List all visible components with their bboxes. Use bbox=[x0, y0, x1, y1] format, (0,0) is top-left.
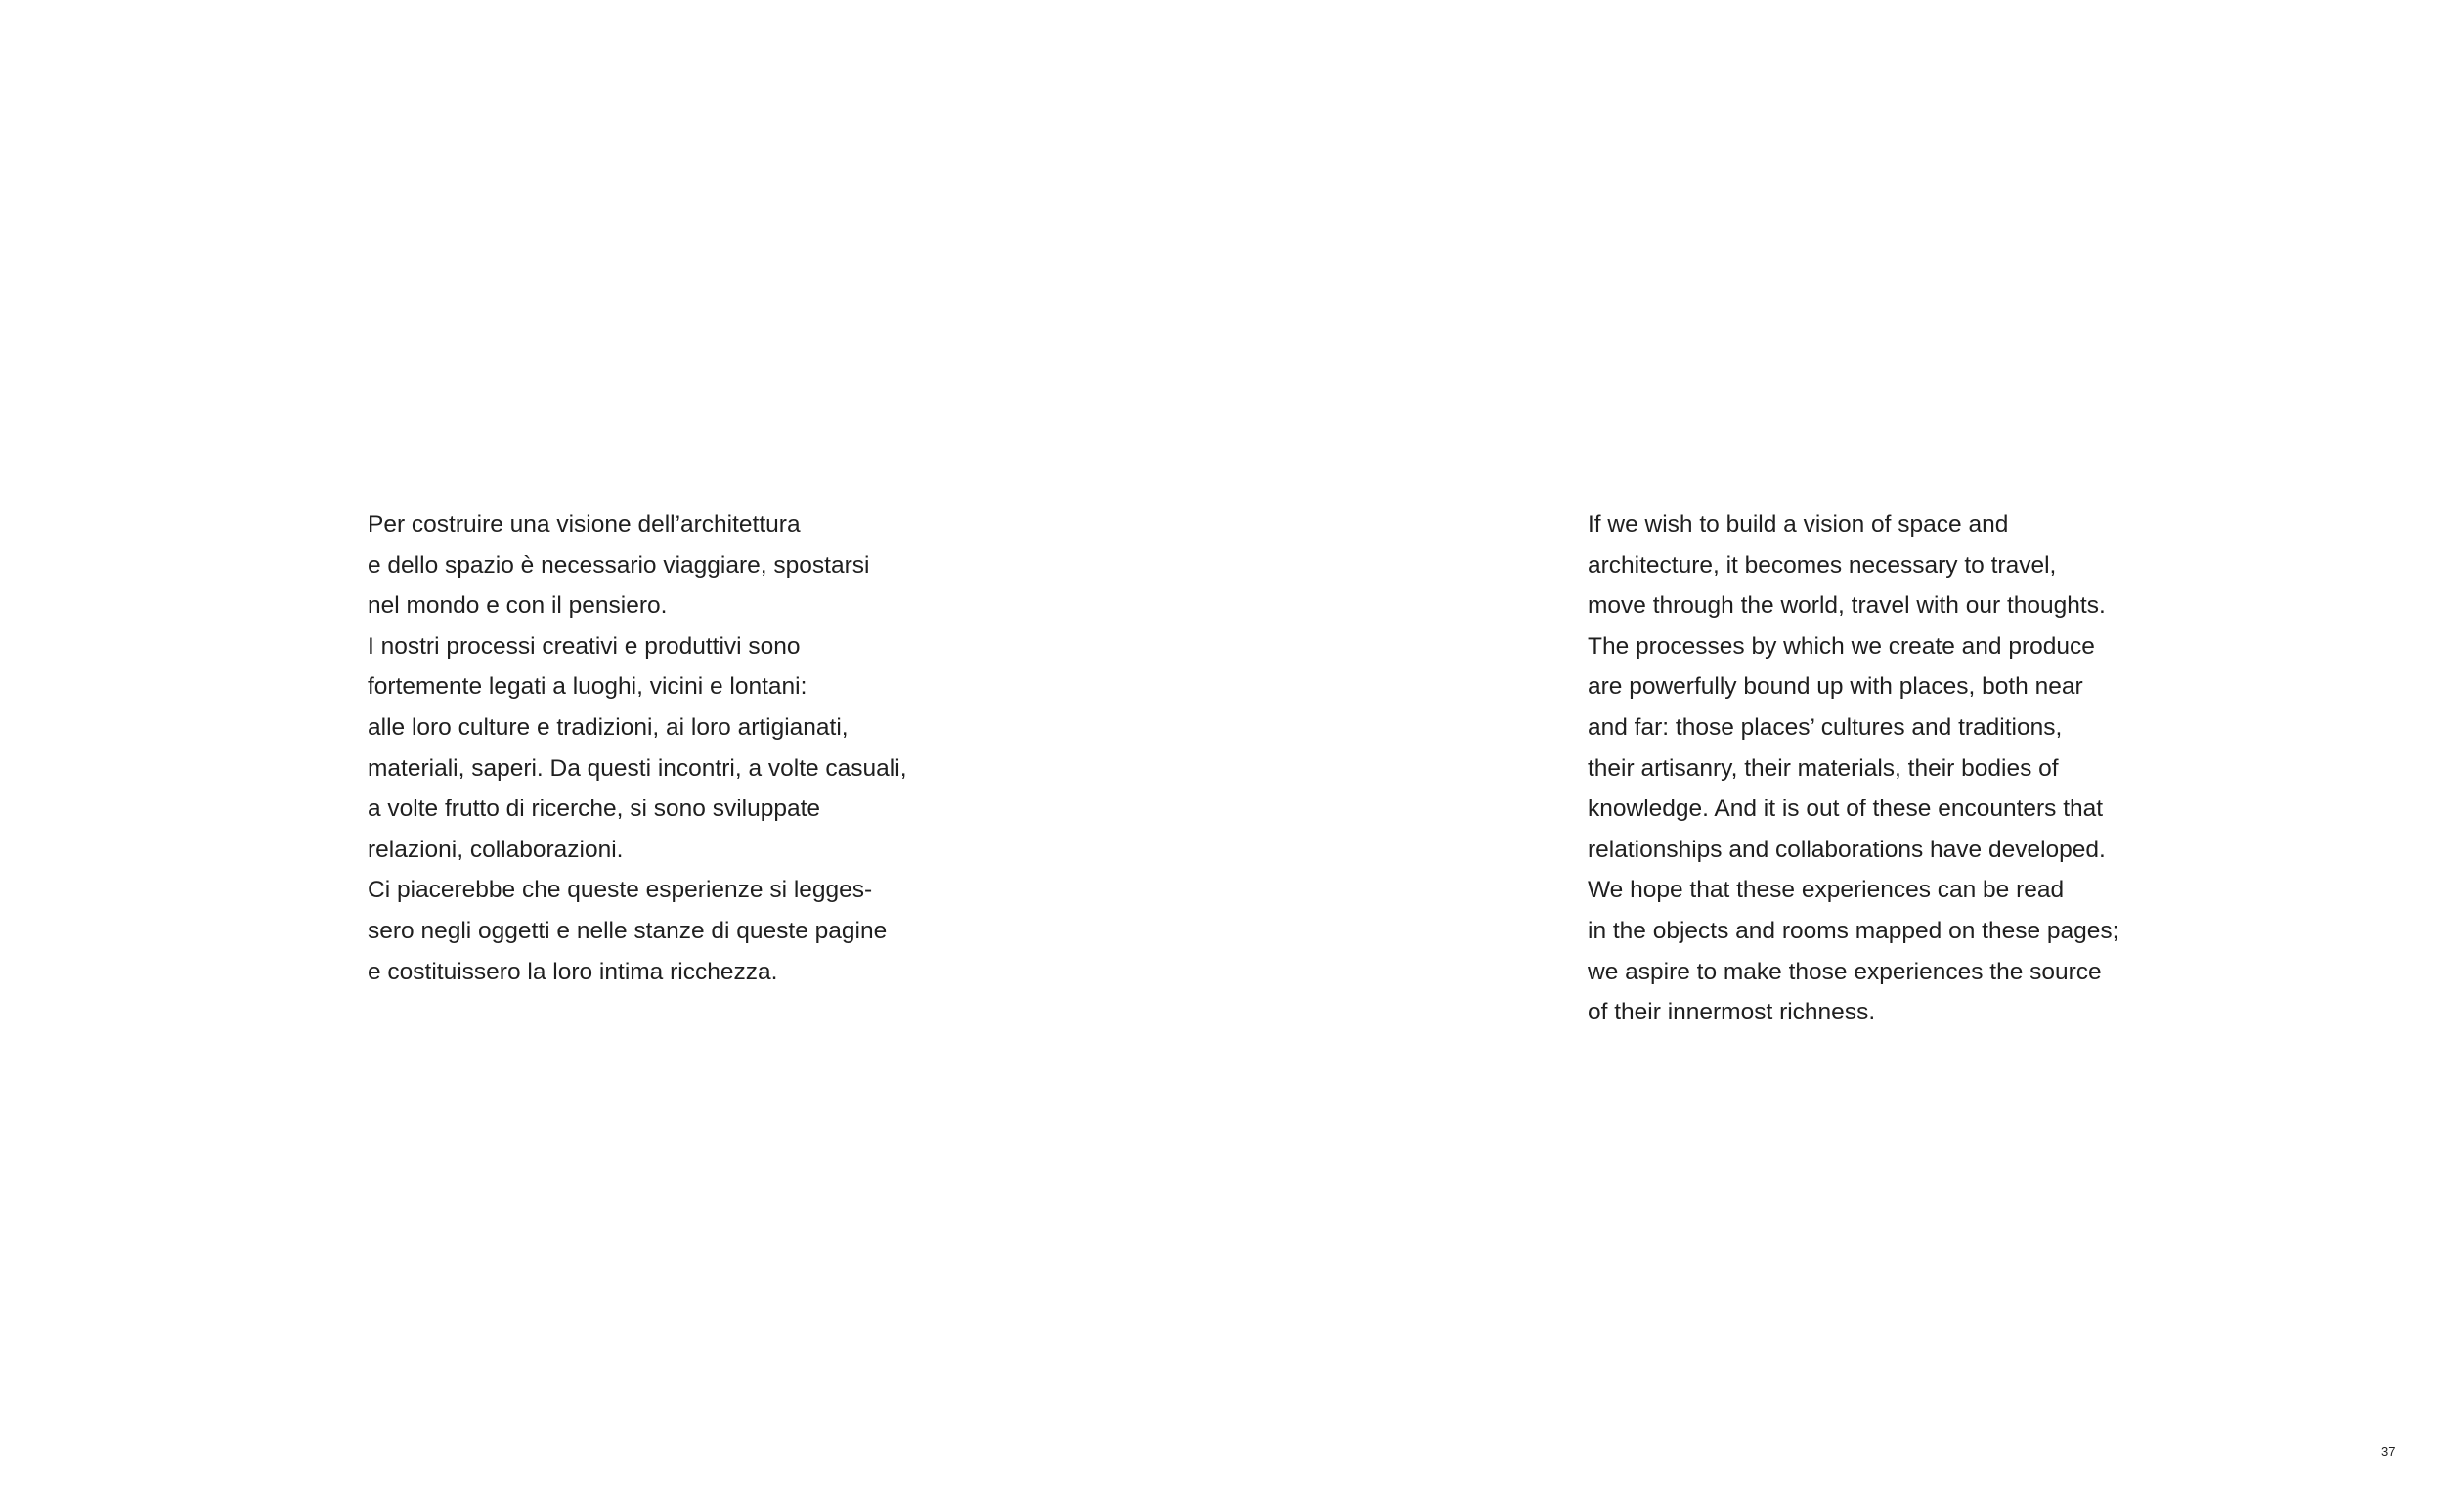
english-text-line: are powerfully bound up with places, both near bbox=[1588, 673, 2083, 701]
english-text-line: We hope that these experiences can be read bbox=[1588, 877, 2065, 904]
italian-text-line: I nostri processi creativi e produttivi sono bbox=[368, 632, 801, 660]
italian-text-line: nel mondo e con il pensiero. bbox=[368, 592, 668, 620]
italian-text-line: sero negli oggetti e nelle stanze di queste pagine bbox=[368, 917, 888, 944]
italian-text-line: a volte frutto di ricerche, si sono sviluppate bbox=[368, 796, 821, 823]
italian-text-line: e dello spazio è necessario viaggiare, spostarsi bbox=[368, 551, 870, 579]
english-text-line: we aspire to make those experiences the source bbox=[1588, 958, 2102, 985]
italian-text-line: materiali, saperi. Da questi incontri, a volte casuali, bbox=[368, 755, 907, 782]
english-text-line: of their innermost richness. bbox=[1588, 999, 1876, 1026]
italian-text-line: Per costruire una visione dell’architettura bbox=[368, 511, 801, 538]
english-text-line: in the objects and rooms mapped on these pages; bbox=[1588, 917, 2119, 944]
english-text-line: architecture, it becomes necessary to travel, bbox=[1588, 551, 2057, 579]
page-number: 37 bbox=[2381, 1445, 2396, 1459]
english-text-line: and far: those places’ cultures and traditions, bbox=[1588, 713, 2063, 741]
english-text-column bbox=[1588, 504, 2118, 1033]
english-text-line: The processes by which we create and produce bbox=[1588, 632, 2095, 660]
english-text-line: knowledge. And it is out of these encounters that bbox=[1588, 796, 2104, 823]
english-text-line: If we wish to build a vision of space and bbox=[1588, 511, 2009, 538]
italian-text-line: e costituissero la loro intima ricchezza. bbox=[368, 958, 778, 985]
italian-text-line: Ci piacerebbe che queste esperienze si legges- bbox=[368, 877, 873, 904]
english-text-line: their artisanry, their materials, their bodies of bbox=[1588, 755, 2059, 782]
italian-text-line: fortemente legati a luoghi, vicini e lontani: bbox=[368, 673, 807, 701]
english-text-line: relationships and collaborations have developed. bbox=[1588, 836, 2106, 863]
italian-text-line: alle loro culture e tradizioni, ai loro artigianati, bbox=[368, 713, 849, 741]
italian-text-column bbox=[368, 504, 907, 992]
english-text-line: move through the world, travel with our thoughts. bbox=[1588, 592, 2106, 620]
italian-text-line: relazioni, collaborazioni. bbox=[368, 836, 624, 863]
